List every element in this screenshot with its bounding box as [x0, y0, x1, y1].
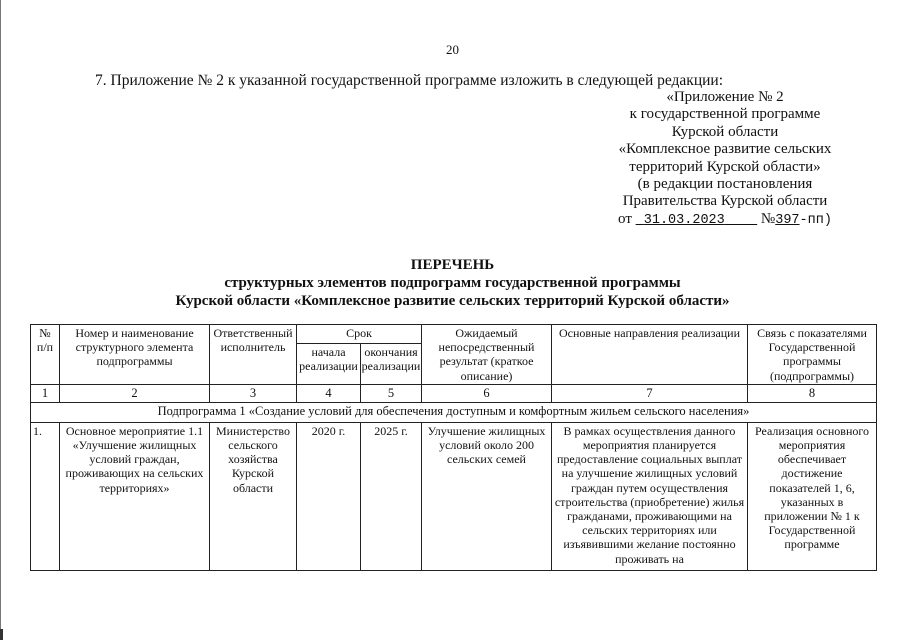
- annex-line-5: территорий Курской области»: [629, 158, 821, 175]
- col-number: 4: [297, 384, 361, 402]
- header-start: начала реализации: [297, 343, 361, 384]
- title-line-2: структурных элементов подпрограмм государственной программы: [224, 275, 681, 291]
- table-header-row: [31, 325, 877, 344]
- header-end: окончания реализации: [361, 343, 422, 384]
- header-result: Ожидаемый непосредственный результат (краткое описание): [422, 325, 552, 385]
- cell-start: 2020 г.: [297, 422, 361, 570]
- amendment-intro-text: 7. Приложение № 2 к указанной государственной программе изложить в следующей редакции:: [95, 72, 724, 89]
- annex-line-3: Курской области: [671, 123, 779, 140]
- col-number: 6: [422, 384, 552, 402]
- document-title: [0, 256, 905, 310]
- table-row: [31, 422, 877, 570]
- column-numbers-row: [31, 384, 877, 402]
- cell-link: Реализация основного мероприятия обеспечивает достижение показателей 1, 6, указанных в приложении № 1 к Государственной программе: [748, 422, 877, 570]
- annex-date-value: 31.03.2023: [643, 212, 725, 228]
- col-number: 8: [748, 384, 877, 402]
- title-line-3: Курской области «Комплексное развитие сельских территорий Курской области»: [175, 293, 730, 309]
- cell-num: 1.: [31, 422, 60, 570]
- cell-responsible: Министерство сельского хозяйства Курской области: [210, 422, 297, 570]
- annex-date-prefix: от: [618, 210, 632, 227]
- cell-end: 2025 г.: [361, 422, 422, 570]
- cell-name: Основное мероприятие 1.1 «Улучшение жилищных условий граждан, проживающих на сельских территориях»: [60, 422, 210, 570]
- annex-line-1: «Приложение № 2: [666, 89, 784, 105]
- col-number: 7: [552, 384, 748, 402]
- annex-number-value: 397: [775, 212, 800, 228]
- annex-line-7: Правительства Курской области: [622, 193, 828, 210]
- header-name: Номер и наименование структурного элемента подпрограммы: [60, 325, 210, 385]
- annex-line-4: «Комплексное развитие сельских: [618, 141, 832, 158]
- col-number: 5: [361, 384, 422, 402]
- col-number: 3: [210, 384, 297, 402]
- subprogram-row: [31, 402, 877, 422]
- page-number: 20: [446, 42, 459, 57]
- scan-edge-mark: [0, 629, 3, 640]
- annex-line-2: к государственной программе: [629, 106, 821, 123]
- scan-left-edge: [0, 0, 1, 640]
- subprogram-title: Подпрограмма 1 «Создание условий для обеспечения доступным и комфортным жильем сельского населения»: [31, 402, 877, 422]
- col-number: 1: [31, 384, 60, 402]
- header-responsible: Ответственный исполнитель: [210, 325, 297, 385]
- header-link: Связь с показателями Государственной программы (подпрограммы): [748, 325, 877, 385]
- header-term: Срок: [297, 325, 422, 344]
- cell-result: Улучшение жилищных условий около 200 сельских семей: [422, 422, 552, 570]
- annex-header: [600, 89, 850, 229]
- annex-number-prefix: №: [760, 210, 776, 227]
- structural-elements-table: [30, 324, 877, 571]
- annex-date-line: [600, 211, 850, 229]
- col-number: 2: [60, 384, 210, 402]
- annex-number-suffix: -пп): [799, 212, 832, 228]
- cell-directions: В рамках осуществления данного мероприятия планируется предоставление социальных выплат на улучшение жилищных условий граждан путем осуществления строительства (приобретение) жилья гражданами, проживающими на сельских территориях или изъявившими желание постоянно проживать на: [552, 422, 748, 570]
- annex-line-6: (в редакции постановления: [637, 176, 813, 193]
- title-line-1: ПЕРЕЧЕНЬ: [410, 257, 495, 273]
- header-directions: Основные направления реализации: [552, 325, 748, 385]
- header-num: № п/п: [31, 325, 60, 385]
